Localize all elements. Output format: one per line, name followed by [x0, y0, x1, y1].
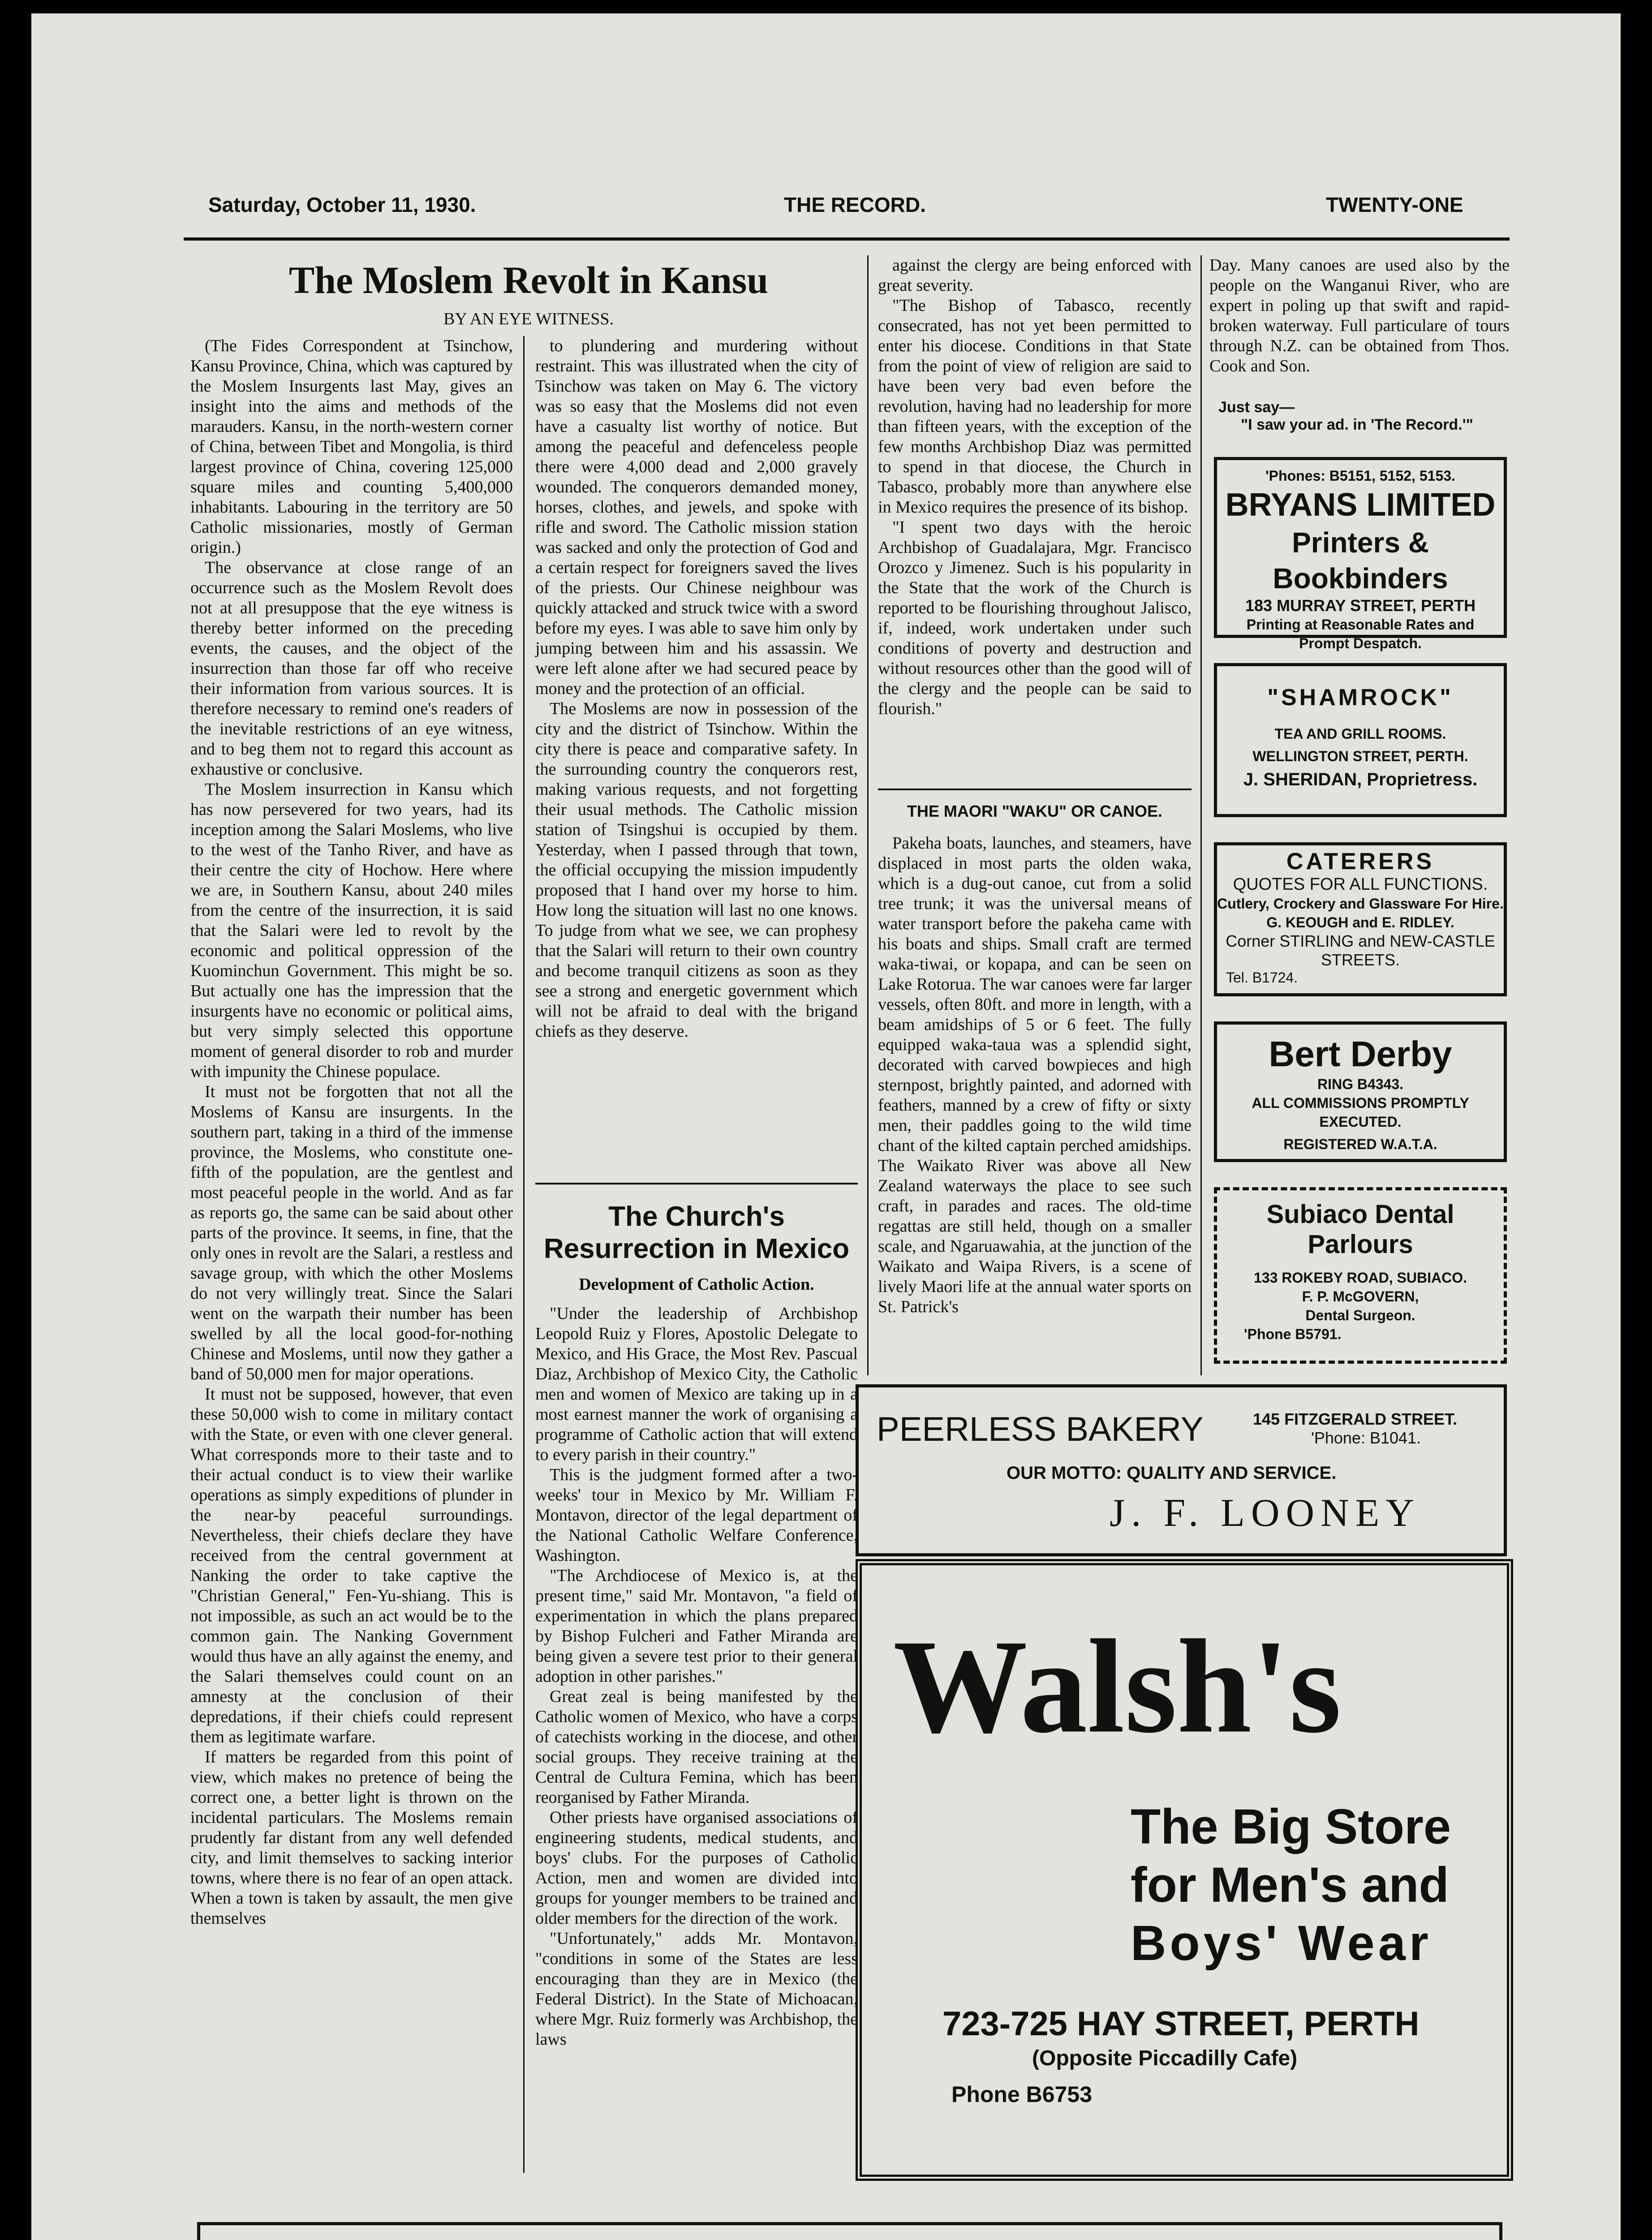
derby-line2: REGISTERED W.A.T.A.	[1283, 1136, 1437, 1152]
church-para: "Unfortunately," adds Mr. Montavon, "conditions in some of the States are less encouraging than they are in Mexico (the Federal District). In the State of Michoacan, where Mgr. Ruiz formerly was Archbishop, the laws	[535, 1929, 858, 2049]
issue-date: Saturday, October 11, 1930.	[208, 193, 476, 216]
kansu-byline: BY AN EYE WITNESS.	[443, 310, 614, 328]
church-para: "The Bishop of Tabasco, recently consecrated, has not yet been permitted to enter his diocese. Conditions in that State from the point of view of religion are said to have been very bad even before the revolution, having had no leadership for more than fifteen years, with the exception of the few months Archbishop Diaz was permitted to spend in that diocese, the Church in Tabasco, probably more than anywhere else in Mexico requires the presence of its bishop.	[878, 296, 1192, 517]
derby-ad	[1214, 1021, 1507, 1162]
kansu-para: It must not be forgotten that not all the Moslems of Kansu are insurgents. In the southern part, taking in a third of the immense province, the Moslems, who constitute one-fifth of the population, are the gentlest and most peaceful people in the world. And as far as reports go, the same can be said about other parts of the province. It seems, in fine, that the only ones in revolt are the Salari, a restless and savage group, with which the other Moslems do not very willingly treat. Since the Salari went on the warpath their number has been swelled by all the local good-for-nothing Chinese and Moslems, until now they gather a band of 50,000 men for major operations.	[190, 1082, 513, 1383]
walsh-phone: Phone B6753	[951, 2082, 1093, 2107]
peerless-ad	[856, 1384, 1507, 1556]
walsh-line1: The Big Store	[1131, 1799, 1451, 1854]
bryans-phones: 'Phones: B5151, 5152, 5153.	[1265, 468, 1455, 484]
maori-column-4: Day. Many canoes are used also by the people on the Wanganui River, who are expert in poling up that swift and rapid-broken waterway. Full particulare of tours through N.Z. can be obtained from Thos. Cook and Son.	[1209, 256, 1510, 375]
walsh-line3: Boys' Wear	[1131, 1916, 1432, 1971]
church-para: Other priests have organised associations of engineering students, medical students, and boys' clubs. For the purposes of Catholic Action, men and women are divided into groups for younger members to be trained and older members for the direction of the work.	[535, 1808, 858, 1928]
shamrock-ad	[1214, 663, 1507, 817]
church-para: Great zeal is being manifested by the Catholic women of Mexico, who have a corps of catechists working in the diocese, and other social groups. They receive training at the Central de Cultura Femina, which has been reorganised by Father Miranda.	[535, 1687, 858, 1807]
church-para: This is the judgment formed after a two-weeks' tour in Mexico by Mr. William F. Montavon, director of the legal department of the National Catholic Welfare Conference, Washington.	[535, 1465, 858, 1565]
kansu-para: (The Fides Correspondent at Tsinchow, Kansu Province, China, which was captured by the Moslem Insurgents last May, gives an insight into the aims and methods of the marauders. Kansu, in the north-western corner of China, between Tibet and Mongolia, is third largest province of China, covering 125,000 square miles and counting 5,400,000 inhabitants. Labouring in the territory are 50 Catholic missionaries, mostly of German origin.)	[190, 336, 513, 557]
kansu-para: to plundering and murdering without restraint. This was illustrated when the city of Tsinchow was taken on May 6. The victory was so easy that the Moslems did not even have a casualty list worthy of notice. But among the peaceful and defenceless people there were 4,000 dead and 2,000 gravely wounded. The conquerors demanded money, horses, clothes, and jewels, and spoke with rifle and sword. The Catholic mission station was sacked and only the protection of God and a certain respect for foreigners saved the lives of the priests. Our Chinese neighbour was quickly attacked and struck twice with a sword before my eyes. I was able to save him only by jumping between him and his assassin. We were left alone after we had secured peace by money and the protection of an official.	[535, 336, 858, 698]
column-rule	[1200, 255, 1202, 1375]
page-number: TWENTY-ONE	[1326, 193, 1463, 216]
walsh-address: 723-725 HAY STREET, PERTH	[942, 2005, 1420, 2043]
church-headline: The Church's Resurrection in Mexico	[543, 1201, 850, 1264]
peerless-owner: J. F. LOONEY	[1110, 1491, 1420, 1535]
derby-name: Bert Derby	[1269, 1034, 1452, 1074]
bryans-tag: Printing at Reasonable Rates and Prompt Despatch.	[1246, 616, 1475, 651]
caterers-line1: QUOTES FOR ALL FUNCTIONS.	[1233, 875, 1488, 894]
bryans-trade: Printers & Bookbinders	[1273, 526, 1448, 594]
column-rule	[867, 255, 869, 1375]
section-rule	[535, 1183, 858, 1185]
church-para: "I spent two days with the heroic Archbishop of Guadalajara, Mgr. Francisco Orozco y Jimenez. Such is his popularity in the State that the work of the Church is reported to be flourishing throughout Jalisco, if, indeed, work undertaken under such conditions of poverty and destruction and without resources other than the good will of the clergy and the people can be said to flourish."	[878, 518, 1192, 718]
bryans-name: BRYANS LIMITED	[1225, 487, 1496, 523]
just-say-line1: Just say—	[1218, 399, 1295, 416]
hibernian-ad	[197, 2222, 1502, 2240]
walsh-near: (Opposite Piccadilly Cafe)	[1032, 2046, 1298, 2070]
bryans-address: 183 MURRAY STREET, PERTH	[1245, 596, 1476, 615]
maori-column-3	[878, 833, 1192, 1317]
peerless-motto: OUR MOTTO: QUALITY AND SERVICE.	[1007, 1463, 1337, 1483]
caterers-name: CATERERS	[1286, 849, 1435, 874]
church-para: "The Archdiocese of Mexico is, at the present time," said Mr. Montavon, "a field of experimentation in which the plans prepared by Bishop Fulcheri and Father Miranda are being given a severe test prior to their general adoption in other parishes."	[535, 1566, 858, 1686]
kansu-headline: The Moslem Revolt in Kansu	[288, 258, 769, 302]
newspaper-page	[31, 13, 1621, 2240]
church-column-3	[878, 255, 1192, 719]
kansu-para: It must not be supposed, however, that even these 50,000 wish to come in military contact with the State, or even with one clever general. What corresponds more to their taste and to their actual conduct is to view their warlike operations as simply expeditions of plunder in the near-by peaceful surroundings. Nevertheless, their chiefs declare they have received from the central government at Nanking the order to take captive the "Christian General," Fen-Yu-shiang. This is not impossible, as such an act would be to the common gain. The Nanking Government would thus have an ally against the enemy, and the Salari themselves could count on an amnesty at the conclusion of their depredations, if their chiefs could represent them as legitimate warfare.	[190, 1385, 513, 1746]
shamrock-line3: J. SHERIDAN, Proprietress.	[1243, 770, 1478, 789]
maori-headline: THE MAORI "WAKU" OR CANOE.	[907, 802, 1163, 820]
bryans-ad	[1214, 457, 1507, 651]
caterers-line3: G. KEOUGH and E. RIDLEY.	[1266, 914, 1454, 930]
just-say	[1218, 399, 1473, 434]
peerless-address: 145 FITZGERALD STREET.	[1253, 1410, 1458, 1428]
walsh-name: Walsh's	[893, 1612, 1342, 1761]
kansu-para: The Moslems are now in possession of the city and the district of Tsinchow. Within the city there is peace and comparative safety. In the surrounding country the conquerors rest, making various requests, and not forgetting their usual methods. The Catholic mission station of Tsingshui is occupied by them. Yesterday, when I passed through that town, the official occupying the mission impudently proposed that I hand over my horse to him. How long the situation will last no one knows. To judge from what we see, we can prophesy that the Salari will return to their own country and become tranquil citizens as soon as they see a strong and energetic government which will not be afraid to deal with the brigand chiefs as they deserve.	[535, 699, 858, 1041]
just-say-line2: "I saw your ad. in 'The Record.'"	[1241, 416, 1473, 433]
kansu-para: If matters be regarded from this point of view, which makes no pretence of being the correct one, a better light is thrown on the incidental particulars. The Moslems remain prudently far distant from any well defended city, and limit themselves to sacking interior towns, where there is no fear of an open attack. When a town is taken by assault, the men give themselves	[190, 1748, 513, 1928]
church-subtitle: Development of Catholic Action.	[579, 1275, 814, 1294]
header-rule	[184, 237, 1510, 241]
caterers-ad	[1214, 842, 1507, 996]
walsh-ad	[856, 1559, 1513, 2181]
section-rule	[878, 788, 1192, 790]
caterers-line4: Corner STIRLING and NEW-CASTLE STREETS.	[1226, 932, 1495, 969]
caterers-line2: Cutlery, Crockery and Glassware For Hire.	[1217, 896, 1504, 912]
paper-name: THE RECORD.	[784, 193, 926, 216]
kansu-para: The observance at close range of an occurrence such as the Moslem Revolt does not at all presuppose that the eye witness is thereby better informed on the preceding events, the causes, and the object of the insurrection than those far off who receive their information from various sources. It is therefore necessary to remind one's readers of the inevitable restrictions of an eye witness, and to beg them not to regard this account as exhaustive or conclusive.	[190, 558, 513, 779]
kansu-para: The Moslem insurrection in Kansu which has now persevered for two years, had its inception among the Salari Moslems, who live to the west of the Tanho River, and have as their centre the city of Hochow. Here where we are, in Southern Kansu, about 240 miles from the centre of the insurrection, it is said that the Salari were led to revolt by the economic and political oppression of the Kuominchun Government. This might be so. But actually one has the impression that the insurgents have no economic or political aims, but very simply selected this opportune moment of general disorder to rob and murder with impunity the Chinese populace.	[190, 780, 513, 1081]
subiaco-line4: 'Phone B5791.	[1244, 1326, 1342, 1342]
subiaco-line3: Dental Surgeon.	[1305, 1307, 1415, 1323]
walsh-line2: for Men's and	[1131, 1857, 1449, 1913]
kansu-column-1	[190, 336, 513, 1929]
church-para: "Under the leadership of Archbishop Leopold Ruiz y Flores, Apostolic Delegate to Mexico, and His Grace, the Most Rev. Pascual Diaz, Archbishop of Mexico City, the Catholic men and women of Mexico are taking up in a most earnest manner the work of organising a programme of Catholic action that will extend to every parish in their country."	[535, 1304, 858, 1464]
church-column-2	[535, 1304, 858, 2050]
maori-para: Pakeha boats, launches, and steamers, have displaced in most parts the olden waka, which is a dug-out canoe, cut from a solid tree trunk; it was the universal means of water transport before the pakeha came with his boats and ships. Small craft are termed waka-tiwai, or kopapa, and can be seen on Lake Rotorua. The war canoes were far larger vessels, often 80ft. and more in length, with a beam amidships of 5 or 6 feet. The fully equipped waka-taua was a splendid sight, decorated with carved bowpieces and high sternpost, brightly painted, and adorned with feathers, manned by a crew of fifty or sixty men, their paddles going to the wild time chant of the kilted captain perched amidships. The Waikato River was above all New Zealand waterways the place to see such craft, in parades and races. The old-time regattas are still held, though on a smaller scale, and Ngaruawahia, at the junction of the Waikato and Waipa Rivers, is a scene of lively Maori life at the annual water sports on St. Patrick's	[878, 834, 1192, 1316]
derby-ring: RING B4343.	[1317, 1076, 1404, 1092]
subiaco-ad	[1214, 1187, 1507, 1364]
subiaco-line2: F. P. McGOVERN,	[1302, 1288, 1419, 1305]
shamrock-line2: WELLINGTON STREET, PERTH.	[1252, 748, 1468, 764]
kansu-column-2	[535, 336, 858, 1042]
peerless-phone: 'Phone: B1041.	[1311, 1429, 1421, 1447]
column-rule	[523, 336, 525, 2173]
subiaco-line1: 133 ROKEBY ROAD, SUBIACO.	[1254, 1270, 1467, 1286]
church-para: against the clergy are being enforced with great severity.	[878, 256, 1192, 295]
shamrock-name: "SHAMROCK"	[1267, 685, 1454, 711]
subiaco-name: Subiaco Dental Parlours	[1266, 1200, 1454, 1259]
peerless-name: PEERLESS BAKERY	[877, 1410, 1204, 1448]
caterers-line5: Tel. B1724.	[1226, 969, 1298, 986]
shamrock-line1: TEA AND GRILL ROOMS.	[1274, 726, 1446, 742]
derby-line1: ALL COMMISSIONS PROMPTLY EXECUTED.	[1252, 1095, 1469, 1130]
